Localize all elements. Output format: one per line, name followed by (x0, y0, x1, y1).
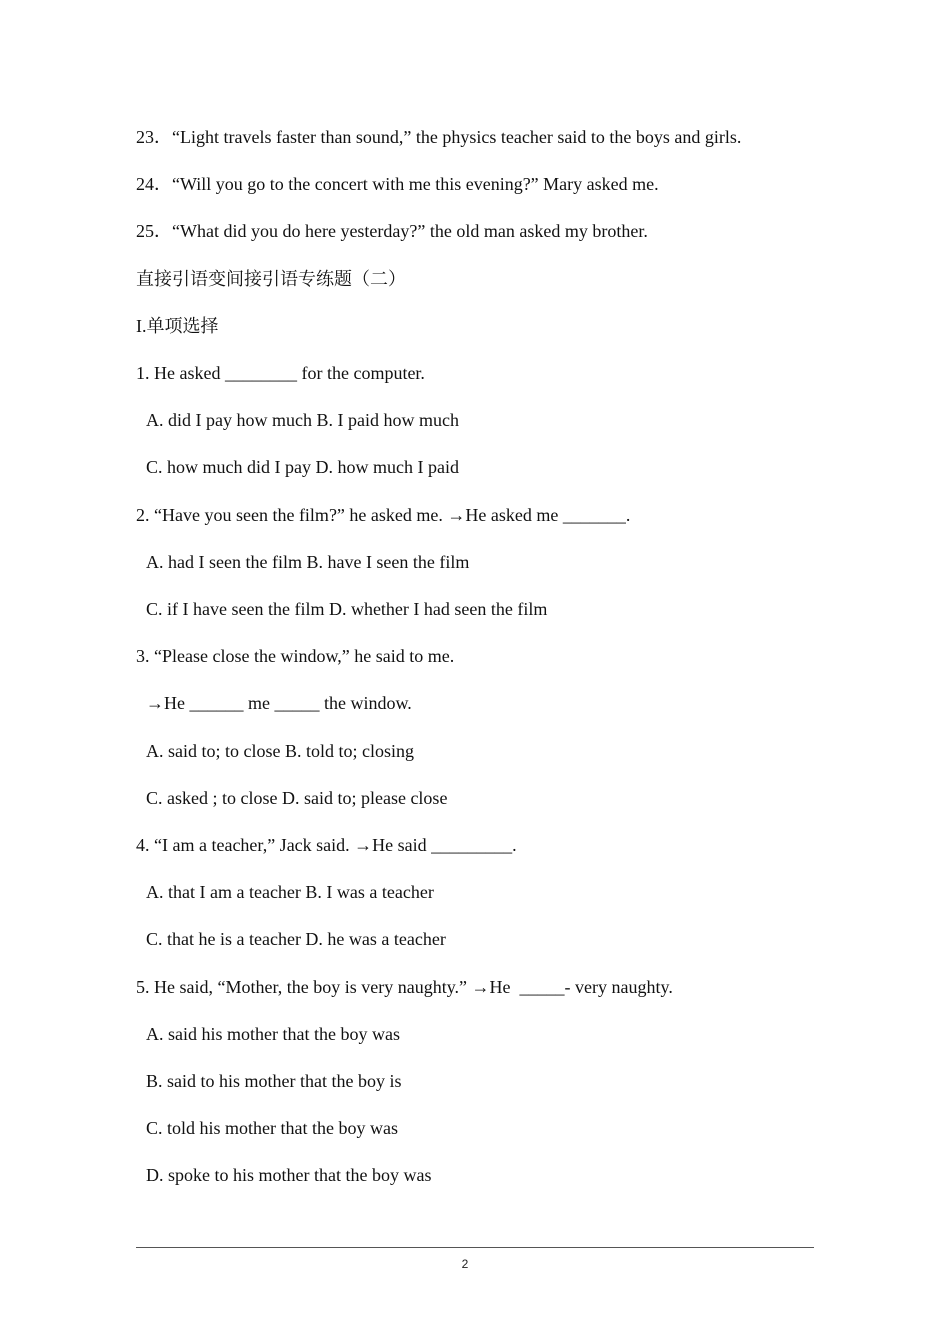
question-2-options-ab: A. had I seen the film B. have I seen the film (146, 552, 470, 572)
question-3-rewrite: →He ______ me _____ the window. (146, 693, 412, 713)
section-heading: I.单项选择 (136, 316, 219, 336)
question-4-options-cd: C. that he is a teacher D. he was a teacher (146, 929, 446, 949)
question-4-options-ab: A. that I am a teacher B. I was a teacher (146, 882, 434, 902)
section-title: 直接引语变间接引语专练题（二） (136, 269, 406, 289)
page-number: 2 (461, 1257, 469, 1271)
question-4: 4. “I am a teacher,” Jack said. →He said _________. (136, 835, 517, 855)
question-1: 1. He asked ________ for the computer. (136, 363, 425, 383)
question-2-options-cd: C. if I have seen the film D. whether I had seen the film (146, 599, 548, 619)
question-5-option-d: D. spoke to his mother that the boy was (146, 1165, 432, 1185)
exercise-24: 24．“Will you go to the concert with me this evening?” Mary asked me. (136, 174, 659, 194)
exercise-25: 25．“What did you do here yesterday?” the old man asked my brother. (136, 221, 648, 241)
question-5-option-b: B. said to his mother that the boy is (146, 1071, 402, 1091)
exercise-23: 23．“Light travels faster than sound,” the physics teacher said to the boys and girls. (136, 127, 742, 147)
question-1-options-cd: C. how much did I pay D. how much I paid (146, 457, 459, 477)
question-1-options-ab: A. did I pay how much B. I paid how much (146, 410, 459, 430)
footer-divider (136, 1247, 814, 1248)
question-2: 2. “Have you seen the film?” he asked me. →He asked me _______. (136, 505, 631, 525)
question-5-option-c: C. told his mother that the boy was (146, 1118, 398, 1138)
question-3-options-ab: A. said to; to close B. told to; closing (146, 741, 414, 761)
question-5: 5. He said, “Mother, the boy is very naughty.” →He _____- very naughty. (136, 977, 673, 997)
question-3: 3. “Please close the window,” he said to me. (136, 646, 455, 666)
question-3-options-cd: C. asked ; to close D. said to; please close (146, 788, 448, 808)
question-5-option-a: A. said his mother that the boy was (146, 1024, 400, 1044)
